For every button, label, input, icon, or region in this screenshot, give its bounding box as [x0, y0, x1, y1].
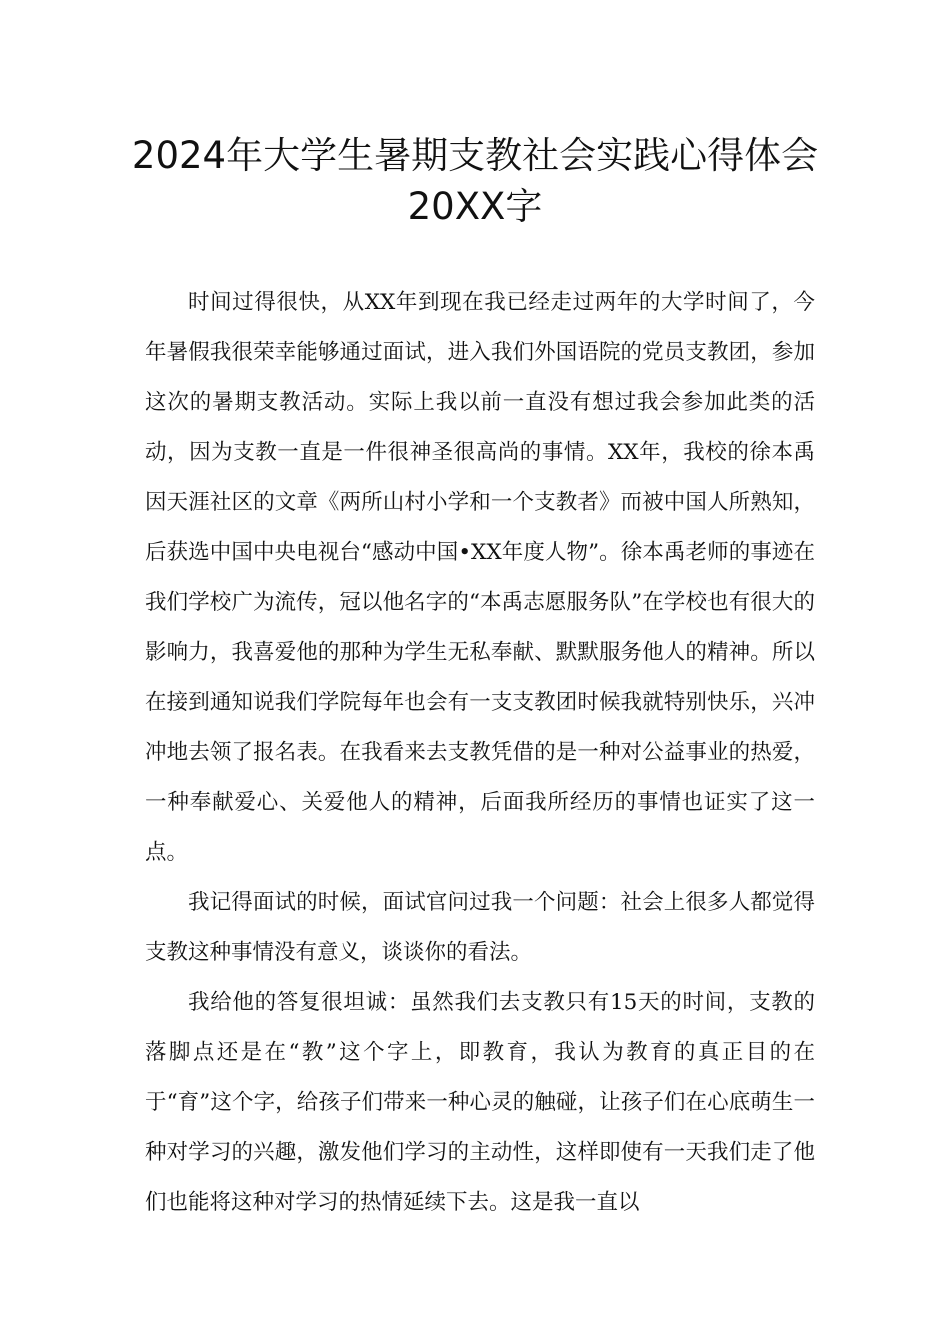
body-paragraph-3: 我给他的答复很坦诚：虽然我们去支教只有15天的时间，支教的落脚点还是在“教”这个字上，即教育，我认为教育的真正目的在于“育”这个字，给孩子们带来一种心灵的触碰，让孩子们在心底萌生一种对学习的兴趣，激发他们学习的主动性，这样即使有一天我们走了他们也能将这种对学习的热情延续下去。这是我一直以	[145, 990, 815, 1215]
document-body	[145, 278, 815, 1228]
body-paragraph-1: 时间过得很快，从XX年到现在我已经走过两年的大学时间了，今年暑假我很荣幸能够通过面试，进入我们外国语院的党员支教团，参加这次的暑期支教活动。实际上我以前一直没有想过我会参加此类的活动，因为支教一直是一件很神圣很高尚的事情。XX年，我校的徐本禹因天涯社区的文章《两所山村小学和一个支教者》而被中国人所熟知，后获选中国中央电视台“感动中国•XX年度人物”。徐本禹老师的事迹在我们学校广为流传，冠以他名字的“本禹志愿服务队”在学校也有很大的影响力，我喜爱他的那种为学生无私奉献、默默服务他人的精神。所以在接到通知说我们学院每年也会有一支支教团时候我就特别快乐，兴冲冲地去领了报名表。在我看来去支教凭借的是一种对公益事业的热爱，一种奉献爱心、关爱他人的精神，后面我所经历的事情也证实了这一点。	[145, 290, 815, 865]
document-title: 2024年大学生暑期支教社会实践心得体会20XX字	[131, 134, 819, 228]
body-paragraph-2: 我记得面试的时候，面试官问过我一个问题：社会上很多人都觉得支教这种事情没有意义，谈谈你的看法。	[145, 890, 815, 965]
